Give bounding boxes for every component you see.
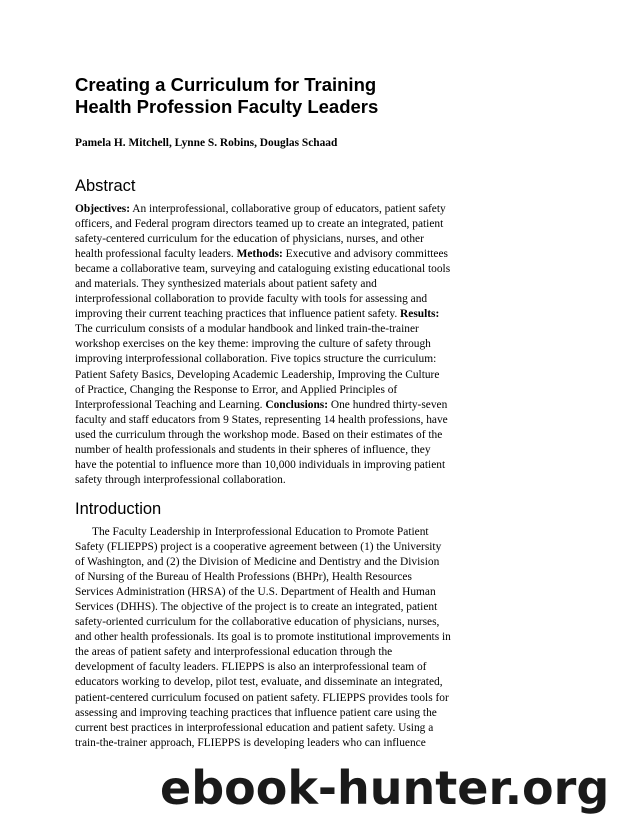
abstract-text-run: faculty and staff educators from 9 States, representing 14 health professions, have — [75, 413, 448, 426]
abstract-line — [75, 428, 493, 443]
abstract-text-run: safety through interprofessional collaboration. — [75, 473, 286, 486]
abstract-line — [75, 292, 493, 307]
abstract-line — [75, 443, 493, 458]
abstract-heading: Abstract — [75, 177, 136, 195]
introduction-line: patient-centered curriculum focused on patient safety. FLIEPPS provides tools for — [75, 691, 449, 704]
abstract-line — [75, 458, 493, 473]
introduction-line: educators working to develop, pilot test, evaluate, and disseminate an integrated, — [75, 676, 443, 689]
abstract-line — [75, 337, 493, 352]
introduction-line: assessing and improving teaching practices that influence patient care using the — [75, 706, 437, 719]
abstract-line — [75, 473, 493, 488]
introduction-line: Safety (FLIEPPS) project is a cooperative agreement between (1) the University — [75, 541, 442, 554]
introduction-line: Services (DHHS). The objective of the project is to create an integrated, patient — [75, 601, 438, 614]
introduction-body — [75, 525, 493, 751]
paper-title — [75, 74, 493, 118]
abstract-line — [75, 202, 493, 217]
abstract-text-run: Interprofessional Teaching and Learning. — [75, 398, 266, 411]
abstract-text-run: An interprofessional, collaborative group of educators, patient safety — [130, 203, 446, 215]
introduction-line: The Faculty Leadership in Interprofessional Education to Promote Patient — [92, 526, 429, 538]
abstract-line — [75, 277, 493, 292]
abstract-text-run: Patient Safety Basics, Developing Academic Leadership, Improving the Culture — [75, 368, 440, 381]
abstract-line — [75, 413, 493, 428]
abstract-text-run: of Practice, Changing the Response to Error, and Applied Principles of — [75, 383, 398, 396]
abstract-body — [75, 202, 493, 488]
abstract-line — [75, 247, 493, 262]
abstract-text-run: improving interprofessional collaboration. Five topics structure the curriculum: — [75, 353, 437, 366]
abstract-text-run: have the potential to influence more than 10,000 individuals in improving patient — [75, 458, 446, 471]
introduction-line: of Washington, and (2) the Division of Medicine and Dentistry and the Division — [75, 556, 440, 569]
abstract-text-run: and materials. They synthesized materials about patient safety and — [75, 278, 377, 291]
abstract-section-label: Results: — [400, 308, 440, 321]
abstract-text-run: became a collaborative team, surveying and cataloguing existing educational tools — [75, 263, 451, 276]
abstract-text-run: safety-centered curriculum for the education of physicians, nurses, and other — [75, 233, 424, 246]
abstract-text-run: health professional faculty leaders. — [75, 248, 237, 261]
abstract-text-run: used the curriculum through the workshop mode. Based on their estimates of the — [75, 428, 443, 441]
abstract-line — [75, 322, 493, 337]
title-line: Creating a Curriculum for Training — [75, 74, 377, 95]
abstract-text-run: number of health professionals and students in their spheres of influence, they — [75, 443, 431, 456]
abstract-section-label: Methods: — [236, 248, 283, 261]
introduction-line: current best practices in interprofessional education and patient safety. Using a — [75, 721, 434, 734]
introduction-line: Services Administration (HRSA) of the U.S. Department of Health and Human — [75, 586, 436, 599]
introduction-line: development of faculty leaders. FLIEPPS is also an interprofessional team of — [75, 661, 427, 674]
abstract-line — [75, 217, 493, 232]
introduction-line: and other health professionals. Its goal is to promote institutional improvements in — [75, 631, 451, 644]
abstract-line — [75, 368, 493, 383]
introduction-line: train-the-trainer approach, FLIEPPS is developing leaders who can influence — [75, 736, 426, 749]
abstract-section-label: Objectives: — [75, 203, 131, 215]
abstract-line — [75, 398, 493, 413]
abstract-line — [75, 307, 493, 322]
abstract-text-run: officers, and Federal program directors teamed up to create an integrated, patient — [75, 218, 444, 231]
watermark-text: ebook-hunter.org — [160, 761, 610, 815]
introduction-line: the areas of patient safety and interprofessional education through the — [75, 646, 393, 659]
abstract-text-run: workshop exercises on the key theme: improving the culture of safety through — [75, 338, 431, 351]
title-line: Health Profession Faculty Leaders — [75, 96, 379, 117]
abstract-line — [75, 262, 493, 277]
introduction-line: of Nursing of the Bureau of Health Professions (BHPr), Health Resources — [75, 571, 412, 584]
introduction-line: safety-oriented curriculum for the collaborative education of physicians, nurses, — [75, 616, 440, 629]
abstract-text-run: One hundred thirty-seven — [328, 398, 448, 411]
abstract-text-run: interprofessional collaboration to provide faculty with tools for assessing and — [75, 293, 428, 306]
abstract-text-run: The curriculum consists of a modular handbook and linked train-the-trainer — [75, 323, 419, 336]
abstract-section-label: Conclusions: — [265, 398, 329, 411]
abstract-line — [75, 232, 493, 247]
abstract-line — [75, 352, 493, 367]
introduction-heading: Introduction — [75, 500, 162, 518]
abstract-text-run: improving their current teaching practices that influence patient safety. — [75, 308, 401, 321]
author-list: Pamela H. Mitchell, Lynne S. Robins, Douglas Schaad — [75, 137, 338, 149]
abstract-text-run: Executive and advisory committees — [282, 248, 448, 261]
abstract-line — [75, 383, 493, 398]
